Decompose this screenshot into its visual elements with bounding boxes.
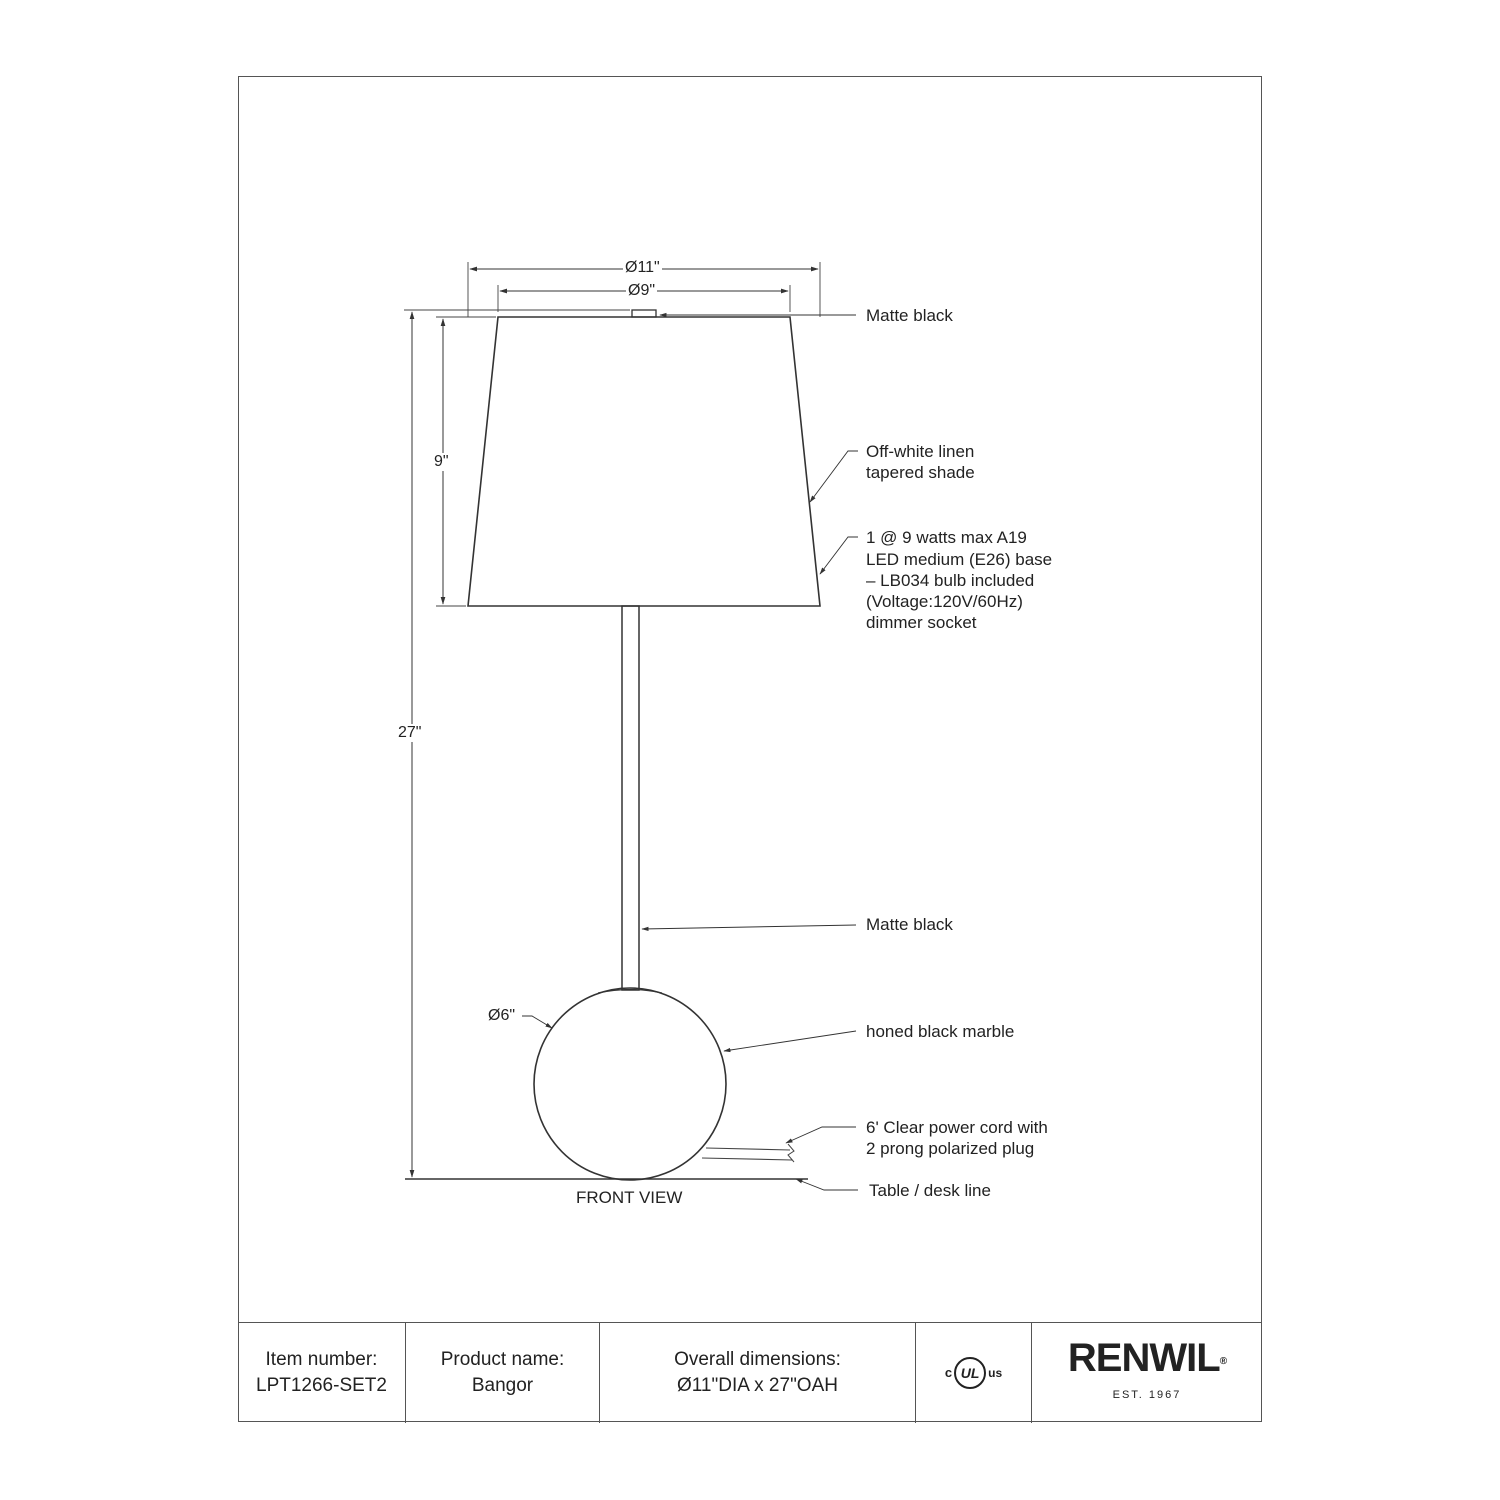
power-cord [702, 1148, 792, 1160]
title-block [238, 1322, 1262, 1423]
dim-label-overall-height: 27" [398, 724, 422, 741]
item-number-cell [238, 1323, 406, 1423]
leader-cord [786, 1127, 856, 1143]
product-name-label: Product name: [440, 1349, 565, 1370]
finial-cap [632, 310, 656, 317]
cert-us: us [988, 1366, 1003, 1380]
callout-bulb-line1: 1 @ 9 watts max A19 [866, 528, 1027, 547]
leader-stem [642, 925, 856, 929]
ul-logo-icon: UL [954, 1357, 986, 1389]
callout-finial-finish: Matte black [866, 306, 953, 325]
dim-label-ball-dia: Ø6" [488, 1007, 516, 1024]
brand-est: EST. 1967 [1112, 1389, 1182, 1401]
callout-bulb-line2: LED medium (E26) base [866, 550, 1053, 569]
callout-shade-line2: tapered shade [866, 463, 975, 482]
lamp-stem [622, 606, 639, 990]
leader-shade [810, 451, 858, 502]
brand-name: RENWIL [1067, 1336, 1220, 1380]
brand-cell [1032, 1323, 1262, 1423]
leader-ball-dia [522, 1016, 552, 1028]
brand-logo [1068, 1338, 1226, 1378]
callout-bulb-line4: (Voltage:120V/60Hz) [866, 592, 1023, 611]
callout-shade-line1: Off-white linen [866, 442, 975, 461]
callout-stem-finish: Matte black [866, 915, 953, 934]
cert-c: c [944, 1365, 953, 1380]
leader-table [796, 1179, 858, 1190]
callout-cord-line2: 2 prong polarized plug [866, 1139, 1035, 1158]
cord-break [788, 1144, 794, 1162]
brand-registered-mark: ® [1219, 1356, 1227, 1367]
certification-cell [916, 1323, 1032, 1423]
view-label: FRONT VIEW [576, 1188, 683, 1207]
callout-base-material: honed black marble [866, 1022, 1015, 1041]
item-number-label: Item number: [265, 1349, 378, 1370]
dim-label-shade-top: Ø9" [628, 282, 656, 299]
marble-ball-base [534, 988, 726, 1180]
overall-dimensions-label: Overall dimensions: [674, 1349, 841, 1370]
callout-bulb-line3: – LB034 bulb included [866, 571, 1035, 590]
product-name-cell [406, 1323, 600, 1423]
dim-label-shade-height: 9" [434, 453, 449, 470]
overall-dimensions-cell [600, 1323, 916, 1423]
leader-base [724, 1031, 856, 1051]
callout-cord-line1: 6' Clear power cord with [866, 1118, 1048, 1137]
lamp-shade [468, 317, 820, 606]
overall-dimensions-value: Ø11"DIA x 27"OAH [677, 1375, 838, 1396]
cul-us-mark [945, 1357, 1002, 1389]
callout-bulb-line5: dimmer socket [866, 613, 977, 632]
dim-label-shade-bottom: Ø11" [625, 259, 660, 276]
leader-bulb [820, 537, 858, 574]
callout-table-line: Table / desk line [869, 1181, 991, 1200]
item-number-value: LPT1266-SET2 [256, 1375, 387, 1396]
product-name-value: Bangor [471, 1375, 534, 1396]
